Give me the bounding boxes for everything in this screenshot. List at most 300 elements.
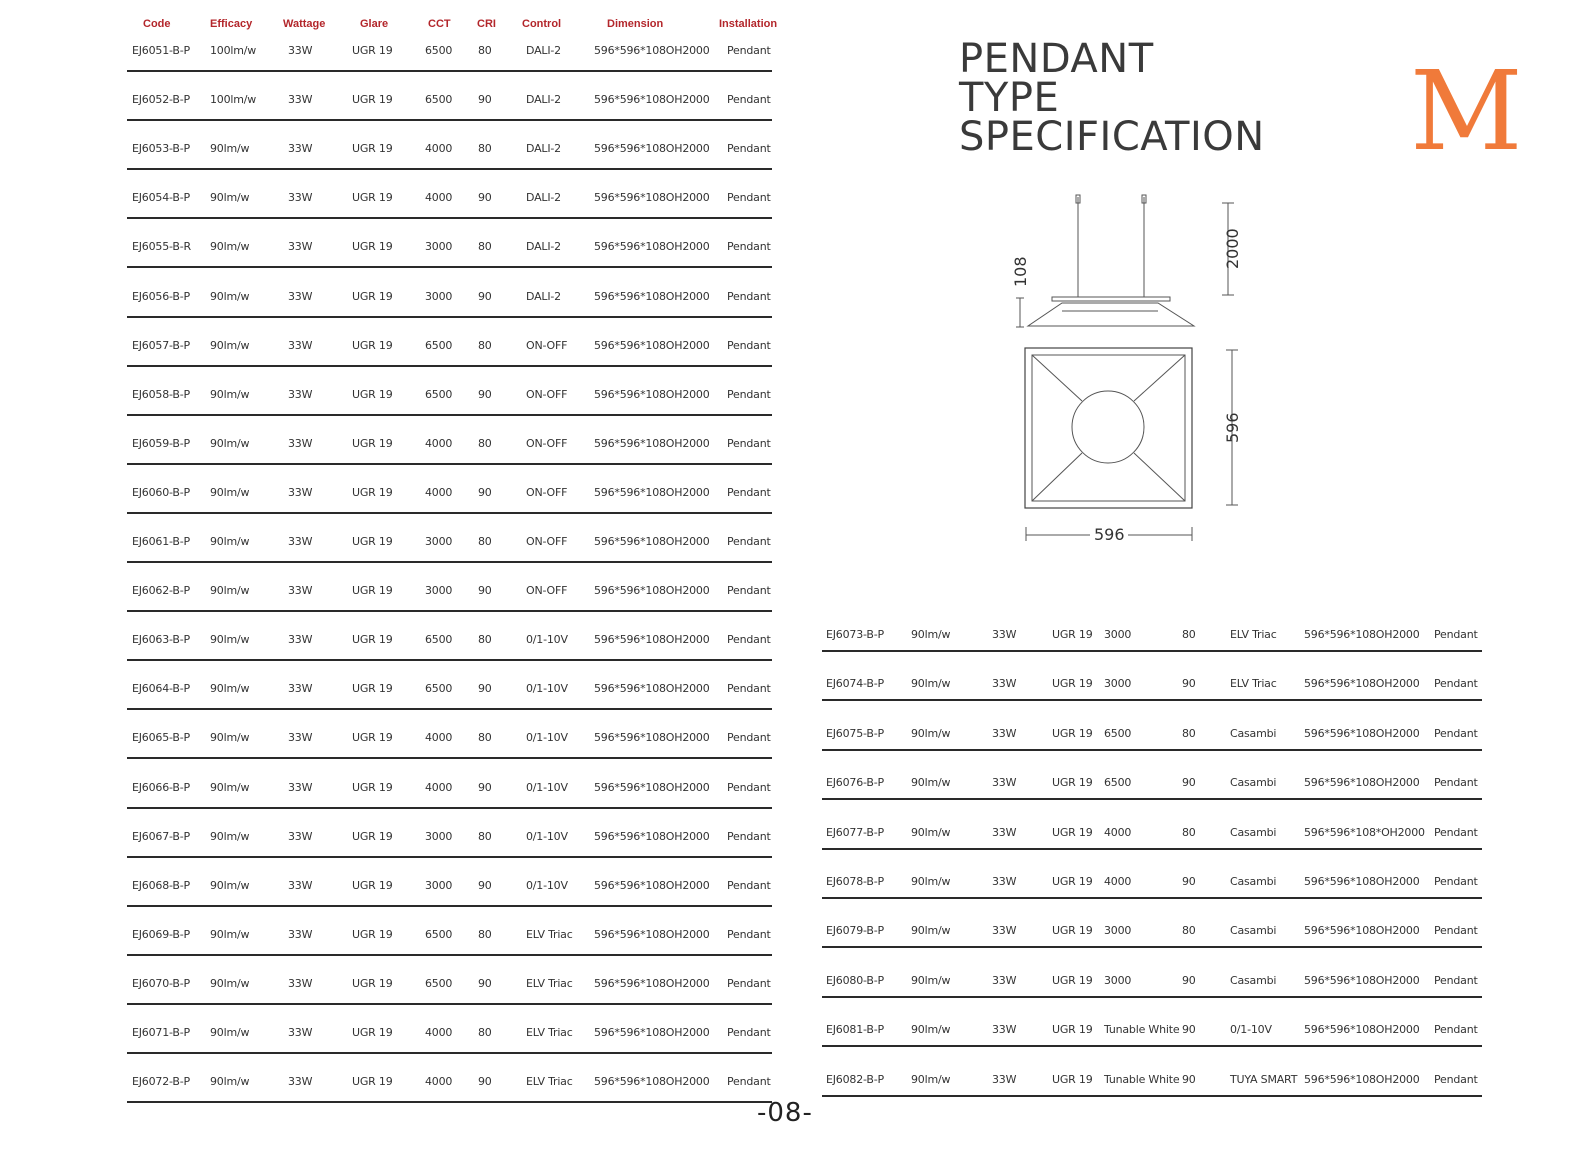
- cell-cri: 90: [1182, 1072, 1196, 1086]
- cell-code: EJ6082-B-P: [826, 1072, 884, 1086]
- header-efficacy: Efficacy: [210, 18, 253, 30]
- cell-wattage: 33W: [288, 731, 313, 745]
- cell-control: ON-OFF: [526, 387, 568, 401]
- cell-wattage: 33W: [288, 878, 313, 892]
- cell-installation: Pendant: [727, 436, 771, 450]
- cell-efficacy: 90lm/w: [210, 191, 250, 205]
- table-row: [0, 719, 1570, 768]
- cell-control: Casambi: [1230, 875, 1277, 888]
- cell-cct: 6500: [425, 338, 453, 352]
- cell-glare: UGR 19: [352, 927, 393, 941]
- table-row: [0, 576, 780, 625]
- row-divider: [127, 217, 772, 219]
- cell-cct: 4000: [425, 191, 453, 205]
- cell-cri: 90: [478, 976, 492, 990]
- cell-efficacy: 100lm/w: [210, 93, 257, 107]
- cell-cct: Tunable White: [1104, 1023, 1180, 1037]
- cell-cct: 4000: [425, 1075, 453, 1089]
- cell-cri: 90: [478, 1075, 492, 1089]
- cell-glare: UGR 19: [352, 1026, 393, 1039]
- cell-code: EJ6067-B-P: [132, 829, 190, 843]
- cell-cct: 4000: [1104, 825, 1132, 839]
- cell-glare: UGR 19: [352, 240, 393, 254]
- cell-glare: UGR 19: [352, 731, 393, 745]
- cell-code: EJ6077-B-P: [826, 825, 884, 839]
- cell-wattage: 33W: [992, 875, 1017, 888]
- cell-installation: Pendant: [727, 93, 771, 107]
- cell-code: EJ6076-B-P: [826, 776, 884, 790]
- cell-code: EJ6060-B-P: [132, 485, 190, 499]
- cell-efficacy: 90lm/w: [210, 535, 250, 548]
- cell-efficacy: 90lm/w: [911, 628, 951, 641]
- header-dimension: Dimension: [607, 18, 664, 30]
- row-divider: [822, 798, 1482, 800]
- title-line-2: TYPE: [959, 75, 1060, 121]
- height-label: 108: [1011, 256, 1030, 287]
- cell-control: ON-OFF: [526, 535, 568, 548]
- cell-code: EJ6053-B-P: [132, 142, 190, 156]
- cell-installation: Pendant: [727, 878, 771, 892]
- cell-installation: Pendant: [1434, 1023, 1478, 1037]
- cell-wattage: 33W: [992, 973, 1017, 987]
- cell-cri: 90: [478, 780, 492, 794]
- table-row: [0, 232, 780, 281]
- cell-control: TUYA SMART: [1230, 1072, 1298, 1086]
- cell-code: EJ6061-B-P: [132, 535, 190, 548]
- cell-installation: Pendant: [727, 633, 771, 647]
- table-row: [0, 134, 780, 183]
- cell-efficacy: 90lm/w: [210, 1075, 250, 1089]
- table-row: [0, 380, 780, 429]
- cell-glare: UGR 19: [352, 142, 393, 156]
- cell-dimension: 596*596*108OH2000: [594, 338, 710, 352]
- cell-installation: Pendant: [727, 976, 771, 990]
- cell-dimension: 596*596*108OH2000: [594, 731, 710, 745]
- cell-wattage: 33W: [288, 535, 313, 548]
- cell-glare: UGR 19: [352, 93, 393, 107]
- cell-cri: 80: [1182, 825, 1196, 839]
- cell-cct: 4000: [1104, 875, 1132, 888]
- cell-cct: 6500: [425, 387, 453, 401]
- cell-efficacy: 90lm/w: [210, 633, 250, 647]
- cell-glare: UGR 19: [352, 338, 393, 352]
- cell-cct: 4000: [425, 436, 453, 450]
- cell-glare: UGR 19: [352, 976, 393, 990]
- cell-efficacy: 90lm/w: [911, 726, 951, 740]
- cell-dimension: 596*596*108OH2000: [594, 240, 710, 254]
- cell-glare: UGR 19: [352, 780, 393, 794]
- cell-code: EJ6068-B-P: [132, 878, 190, 892]
- table-row: [0, 669, 1570, 718]
- cell-cct: 4000: [425, 1026, 453, 1039]
- cell-wattage: 33W: [288, 829, 313, 843]
- cell-glare: UGR 19: [1052, 726, 1093, 740]
- cell-cct: 3000: [1104, 973, 1132, 987]
- cell-cri: 90: [478, 485, 492, 499]
- cell-wattage: 33W: [288, 240, 313, 254]
- cell-installation: Pendant: [727, 731, 771, 745]
- cell-glare: UGR 19: [1052, 924, 1093, 938]
- row-divider: [127, 316, 772, 318]
- cell-dimension: 596*596*108OH2000: [594, 289, 710, 303]
- cell-glare: UGR 19: [352, 535, 393, 548]
- row-divider: [127, 365, 772, 367]
- cell-efficacy: 90lm/w: [911, 825, 951, 839]
- cell-control: Casambi: [1230, 924, 1277, 938]
- cell-glare: UGR 19: [352, 289, 393, 303]
- cell-wattage: 33W: [288, 780, 313, 794]
- cell-glare: UGR 19: [352, 485, 393, 499]
- cell-efficacy: 90lm/w: [210, 387, 250, 401]
- cell-cri: 80: [478, 535, 492, 548]
- cell-code: EJ6059-B-P: [132, 436, 190, 450]
- cell-cri: 80: [478, 1026, 492, 1039]
- cell-control: ELV Triac: [526, 1075, 573, 1089]
- cell-cct: 6500: [425, 44, 453, 57]
- brand-logo: M: [1410, 47, 1523, 175]
- cell-cct: 3000: [425, 289, 453, 303]
- cell-glare: UGR 19: [1052, 1023, 1093, 1037]
- cell-wattage: 33W: [288, 387, 313, 401]
- cell-wattage: 33W: [288, 436, 313, 450]
- cell-installation: Pendant: [727, 780, 771, 794]
- cell-wattage: 33W: [992, 628, 1017, 641]
- cell-dimension: 596*596*108OH2000: [594, 927, 710, 941]
- cell-cct: 4000: [425, 142, 453, 156]
- cell-control: DALI-2: [526, 240, 561, 254]
- cell-wattage: 33W: [288, 485, 313, 499]
- cell-control: ELV Triac: [526, 976, 573, 990]
- cell-cri: 80: [478, 436, 492, 450]
- cell-control: Casambi: [1230, 973, 1277, 987]
- cell-code: EJ6066-B-P: [132, 780, 190, 794]
- cell-wattage: 33W: [288, 927, 313, 941]
- cell-dimension: 596*596*108OH2000: [594, 485, 710, 499]
- cell-cri: 90: [478, 191, 492, 205]
- cell-control: DALI-2: [526, 191, 561, 205]
- cell-cri: 80: [478, 142, 492, 156]
- row-divider: [127, 266, 772, 268]
- cell-cct: 3000: [425, 584, 453, 598]
- cell-cct: 6500: [425, 682, 453, 696]
- cell-control: 0/1-10V: [526, 731, 568, 745]
- table-row: [0, 183, 780, 232]
- header-code: Code: [143, 18, 171, 30]
- row-divider: [127, 414, 772, 416]
- cell-dimension: 596*596*108*OH2000: [1304, 825, 1425, 839]
- fixture-center-disc: [1072, 391, 1144, 463]
- cell-glare: UGR 19: [1052, 628, 1093, 641]
- cell-efficacy: 90lm/w: [210, 731, 250, 745]
- cell-cct: 4000: [425, 731, 453, 745]
- table-row: [0, 527, 780, 576]
- cell-wattage: 33W: [992, 924, 1017, 938]
- table-row: [0, 282, 780, 331]
- cell-glare: UGR 19: [1052, 776, 1093, 790]
- cell-efficacy: 100lm/w: [210, 44, 257, 57]
- cell-installation: Pendant: [1434, 677, 1478, 691]
- cell-code: EJ6065-B-P: [132, 731, 190, 745]
- row-divider: [822, 946, 1482, 948]
- cell-glare: UGR 19: [352, 387, 393, 401]
- cell-cct: 3000: [1104, 677, 1132, 691]
- cell-glare: UGR 19: [1052, 825, 1093, 839]
- cell-wattage: 33W: [288, 142, 313, 156]
- cell-control: 0/1-10V: [526, 878, 568, 892]
- cell-glare: UGR 19: [352, 584, 393, 598]
- cell-cct: 3000: [1104, 924, 1132, 938]
- cell-cri: 80: [478, 731, 492, 745]
- cell-wattage: 33W: [992, 776, 1017, 790]
- cell-installation: Pendant: [1434, 825, 1478, 839]
- cell-installation: Pendant: [1434, 726, 1478, 740]
- cell-control: ON-OFF: [526, 338, 568, 352]
- fixture-top-plate: [1052, 297, 1170, 301]
- cell-dimension: 596*596*108OH2000: [594, 633, 710, 647]
- cell-installation: Pendant: [1434, 875, 1478, 888]
- cell-cct: 6500: [425, 927, 453, 941]
- table-row: [0, 36, 780, 85]
- cell-efficacy: 90lm/w: [210, 436, 250, 450]
- cell-dimension: 596*596*108OH2000: [594, 780, 710, 794]
- row-divider: [127, 168, 772, 170]
- cell-dimension: 596*596*108OH2000: [594, 44, 710, 57]
- cell-wattage: 33W: [288, 1026, 313, 1039]
- cell-cct: 6500: [1104, 726, 1132, 740]
- cell-control: 0/1-10V: [526, 829, 568, 843]
- cell-installation: Pendant: [727, 927, 771, 941]
- cell-cri: 90: [478, 93, 492, 107]
- cell-dimension: 596*596*108OH2000: [594, 584, 710, 598]
- cell-control: DALI-2: [526, 93, 561, 107]
- page-title: [959, 36, 1265, 160]
- cell-cct: 3000: [425, 829, 453, 843]
- cell-installation: Pendant: [727, 829, 771, 843]
- cell-cri: 90: [478, 584, 492, 598]
- table-row: [0, 85, 780, 134]
- cell-installation: Pendant: [727, 584, 771, 598]
- cell-installation: Pendant: [727, 338, 771, 352]
- header-glare: Glare: [360, 18, 389, 30]
- cell-dimension: 596*596*108OH2000: [594, 976, 710, 990]
- cell-cri: 80: [478, 240, 492, 254]
- cell-glare: UGR 19: [352, 436, 393, 450]
- cell-installation: Pendant: [727, 1075, 771, 1089]
- row-divider: [822, 996, 1482, 998]
- cell-cct: 6500: [425, 93, 453, 107]
- cell-cri: 80: [478, 829, 492, 843]
- cell-efficacy: 90lm/w: [210, 878, 250, 892]
- cell-wattage: 33W: [992, 1072, 1017, 1086]
- cell-dimension: 596*596*108OH2000: [1304, 776, 1420, 790]
- cell-installation: Pendant: [727, 535, 771, 548]
- cell-glare: UGR 19: [352, 44, 393, 57]
- cell-control: 0/1-10V: [526, 780, 568, 794]
- cell-control: 0/1-10V: [1230, 1023, 1272, 1037]
- cell-efficacy: 90lm/w: [210, 976, 250, 990]
- cell-glare: UGR 19: [352, 878, 393, 892]
- header-cri: CRI: [477, 18, 496, 30]
- cell-installation: Pendant: [727, 191, 771, 205]
- cell-glare: UGR 19: [352, 829, 393, 843]
- cable-length-label: 2000: [1223, 228, 1242, 269]
- header-cct: CCT: [428, 18, 451, 30]
- title-line-3: SPECIFICATION: [959, 114, 1265, 160]
- cell-cri: 80: [1182, 628, 1196, 641]
- cell-dimension: 596*596*108OH2000: [1304, 726, 1420, 740]
- cell-code: EJ6064-B-P: [132, 682, 190, 696]
- row-divider: [127, 561, 772, 563]
- cell-cri: 90: [478, 387, 492, 401]
- row-divider: [127, 119, 772, 121]
- cell-efficacy: 90lm/w: [911, 776, 951, 790]
- cell-dimension: 596*596*108OH2000: [594, 878, 710, 892]
- cell-efficacy: 90lm/w: [911, 1023, 951, 1037]
- cell-code: EJ6073-B-P: [826, 628, 884, 641]
- cell-code: EJ6071-B-P: [132, 1026, 190, 1039]
- cell-dimension: 596*596*108OH2000: [594, 387, 710, 401]
- cell-wattage: 33W: [992, 726, 1017, 740]
- cell-code: EJ6072-B-P: [132, 1075, 190, 1089]
- cell-cri: 80: [478, 338, 492, 352]
- cell-control: ON-OFF: [526, 584, 568, 598]
- cell-cct: 6500: [425, 633, 453, 647]
- cell-efficacy: 90lm/w: [210, 829, 250, 843]
- cell-cri: 90: [1182, 1023, 1196, 1037]
- cell-installation: Pendant: [727, 142, 771, 156]
- cell-cri: 80: [1182, 726, 1196, 740]
- cell-code: EJ6062-B-P: [132, 584, 190, 598]
- pendant-technical-drawing: [990, 185, 1270, 550]
- table-row: [0, 429, 780, 478]
- cell-installation: Pendant: [727, 1026, 771, 1039]
- row-divider: [822, 848, 1482, 850]
- row-divider: [822, 1095, 1482, 1097]
- cell-efficacy: 90lm/w: [210, 927, 250, 941]
- cell-control: DALI-2: [526, 44, 561, 57]
- cell-glare: UGR 19: [1052, 1072, 1093, 1086]
- cell-code: EJ6069-B-P: [132, 927, 190, 941]
- cell-dimension: 596*596*108OH2000: [594, 829, 710, 843]
- cell-wattage: 33W: [992, 1023, 1017, 1037]
- depth-label: 596: [1223, 412, 1242, 443]
- cell-glare: UGR 19: [352, 633, 393, 647]
- cell-control: Casambi: [1230, 776, 1277, 790]
- cell-control: ON-OFF: [526, 485, 568, 499]
- cell-efficacy: 90lm/w: [911, 677, 951, 691]
- cell-wattage: 33W: [992, 825, 1017, 839]
- cell-efficacy: 90lm/w: [210, 338, 250, 352]
- cell-code: EJ6058-B-P: [132, 387, 190, 401]
- cell-installation: Pendant: [727, 485, 771, 499]
- cell-wattage: 33W: [288, 191, 313, 205]
- cell-cri: 80: [1182, 924, 1196, 938]
- cell-efficacy: 90lm/w: [210, 584, 250, 598]
- cell-code: EJ6054-B-P: [132, 191, 190, 205]
- cell-installation: Pendant: [1434, 924, 1478, 938]
- cell-code: EJ6055-B-R: [132, 240, 191, 254]
- cell-code: EJ6075-B-P: [826, 726, 884, 740]
- page-number: -08-: [757, 1098, 813, 1128]
- cell-efficacy: 90lm/w: [210, 142, 250, 156]
- cell-installation: Pendant: [727, 387, 771, 401]
- cell-code: EJ6074-B-P: [826, 677, 884, 691]
- cell-code: EJ6063-B-P: [132, 633, 190, 647]
- cell-code: EJ6079-B-P: [826, 924, 884, 938]
- cell-glare: UGR 19: [352, 1075, 393, 1089]
- row-divider: [127, 610, 772, 612]
- cell-code: EJ6078-B-P: [826, 875, 884, 888]
- cell-installation: Pendant: [727, 240, 771, 254]
- cell-installation: Pendant: [1434, 973, 1478, 987]
- cell-code: EJ6057-B-P: [132, 338, 190, 352]
- cell-cri: 80: [478, 44, 492, 57]
- cell-control: 0/1-10V: [526, 633, 568, 647]
- cell-dimension: 596*596*108OH2000: [594, 1026, 710, 1039]
- cell-efficacy: 90lm/w: [911, 924, 951, 938]
- row-divider: [822, 650, 1482, 652]
- cell-installation: Pendant: [727, 44, 771, 57]
- table-row: [0, 966, 1570, 1015]
- cell-efficacy: 90lm/w: [210, 780, 250, 794]
- row-divider: [822, 699, 1482, 701]
- cell-cri: 90: [478, 289, 492, 303]
- cell-cri: 90: [1182, 973, 1196, 987]
- cell-cct: Tunable White: [1104, 1072, 1180, 1086]
- cell-wattage: 33W: [288, 584, 313, 598]
- cell-dimension: 596*596*108OH2000: [1304, 1072, 1420, 1086]
- cell-installation: Pendant: [1434, 628, 1478, 641]
- header-installation: Installation: [719, 18, 778, 30]
- table-row: [0, 331, 780, 380]
- cell-code: EJ6052-B-P: [132, 93, 190, 107]
- cell-dimension: 596*596*108OH2000: [594, 191, 710, 205]
- cell-wattage: 33W: [288, 289, 313, 303]
- cell-cri: 90: [1182, 875, 1196, 888]
- cell-dimension: 596*596*108OH2000: [594, 535, 710, 548]
- cell-installation: Pendant: [1434, 1072, 1478, 1086]
- cell-control: ON-OFF: [526, 436, 568, 450]
- cell-control: 0/1-10V: [526, 682, 568, 696]
- cell-efficacy: 90lm/w: [911, 973, 951, 987]
- row-divider: [127, 463, 772, 465]
- cell-control: Casambi: [1230, 825, 1277, 839]
- cell-efficacy: 90lm/w: [210, 682, 250, 696]
- cell-cct: 4000: [425, 780, 453, 794]
- cell-installation: Pendant: [727, 289, 771, 303]
- cell-efficacy: 90lm/w: [210, 289, 250, 303]
- cell-code: EJ6080-B-P: [826, 973, 884, 987]
- cell-wattage: 33W: [992, 677, 1017, 691]
- row-divider: [822, 1045, 1482, 1047]
- title-line-1: PENDANT: [959, 36, 1154, 82]
- table-row: [0, 818, 1570, 867]
- cell-dimension: 596*596*108OH2000: [1304, 677, 1420, 691]
- cell-wattage: 33W: [288, 976, 313, 990]
- table-row: [0, 620, 1570, 669]
- table-row: [0, 768, 1570, 817]
- cell-wattage: 33W: [288, 633, 313, 647]
- row-divider: [822, 897, 1482, 899]
- cell-dimension: 596*596*108OH2000: [594, 142, 710, 156]
- table-row: [0, 916, 1570, 965]
- cell-efficacy: 90lm/w: [911, 1072, 951, 1086]
- header-control: Control: [522, 18, 562, 30]
- cell-efficacy: 90lm/w: [210, 485, 250, 499]
- cell-installation: Pendant: [1434, 776, 1478, 790]
- cell-wattage: 33W: [288, 93, 313, 107]
- cell-control: Casambi: [1230, 726, 1277, 740]
